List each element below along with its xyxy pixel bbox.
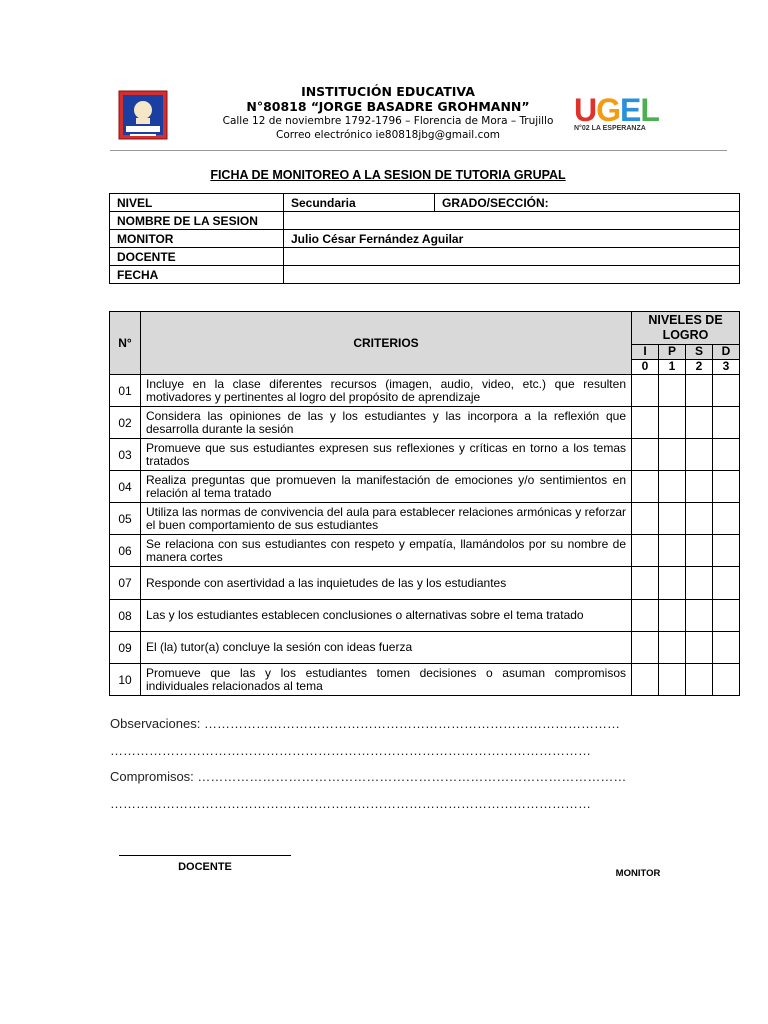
level-score-cell[interactable] xyxy=(713,600,740,632)
info-table xyxy=(109,193,740,284)
level-score-cell[interactable] xyxy=(632,407,659,439)
compromisos-line-2 xyxy=(110,796,591,811)
criteria-table xyxy=(109,311,740,696)
level-score-cell[interactable] xyxy=(686,375,713,407)
level-letter: D xyxy=(713,344,740,359)
form-title: FICHA DE MONITOREO A LA SESION DE TUTORIA GRUPAL xyxy=(210,168,566,182)
criterion-number: 05 xyxy=(110,503,141,535)
table-row xyxy=(110,471,740,503)
criterion-text: Promueve que las y los estudiantes tomen decisiones o asuman compromisos individuales relacionados al tema xyxy=(141,664,632,696)
docente-signature-label: DOCENTE xyxy=(178,861,232,873)
level-score-cell[interactable] xyxy=(686,407,713,439)
level-score-cell[interactable] xyxy=(632,375,659,407)
level-score-cell[interactable] xyxy=(659,664,686,696)
level-score-cell[interactable] xyxy=(659,471,686,503)
grado-label[interactable]: GRADO/SECCIÓN: xyxy=(435,194,740,212)
compromisos-dots[interactable]: ……………………………………………………………………………………… xyxy=(197,769,627,784)
level-score-cell[interactable] xyxy=(686,664,713,696)
level-score-cell[interactable] xyxy=(632,600,659,632)
monitor-label: MONITOR xyxy=(110,230,284,248)
level-score-cell[interactable] xyxy=(713,632,740,664)
criterion-text: El (la) tutor(a) concluye la sesión con ideas fuerza xyxy=(141,632,632,664)
table-row xyxy=(110,632,740,664)
school-email: Correo electrónico ie80818jbg@gmail.com xyxy=(276,129,500,141)
criterion-text: Se relaciona con sus estudiantes con respeto y empatía, llamándolos por su nombre de manera cortes xyxy=(141,535,632,567)
observaciones-dots-2[interactable]: ………………………………………………………………………………………………… xyxy=(110,743,591,758)
criterion-text: Promueve que sus estudiantes expresen sus reflexiones y críticas en torno a los temas tratados xyxy=(141,439,632,471)
level-score-cell[interactable] xyxy=(713,375,740,407)
institution-title: INSTITUCIÓN EDUCATIVA xyxy=(301,84,475,99)
monitor-signature-label: MONITOR xyxy=(615,868,661,879)
level-number: 2 xyxy=(686,359,713,374)
level-score-cell[interactable] xyxy=(659,600,686,632)
compromisos-label: Compromisos: xyxy=(110,769,194,784)
level-score-cell[interactable] xyxy=(686,503,713,535)
criterion-text: Las y los estudiantes establecen conclusiones o alternativas sobre el tema tratado xyxy=(141,600,632,632)
table-row xyxy=(110,535,740,567)
school-logo xyxy=(118,90,168,140)
level-number: 3 xyxy=(713,359,740,374)
criterion-text: Responde con asertividad a las inquietudes de las y los estudiantes xyxy=(141,567,632,600)
level-score-cell[interactable] xyxy=(659,439,686,471)
level-score-cell[interactable] xyxy=(632,471,659,503)
table-row xyxy=(110,407,740,439)
criterion-number: 01 xyxy=(110,375,141,407)
criteria-header-row xyxy=(110,312,740,345)
level-score-cell[interactable] xyxy=(632,664,659,696)
criterion-text: Realiza preguntas que promueven la manifestación de emociones y/o sentimientos en relación al tema tratado xyxy=(141,471,632,503)
sesion-value[interactable] xyxy=(284,212,740,230)
level-score-cell[interactable] xyxy=(659,632,686,664)
criterion-number: 02 xyxy=(110,407,141,439)
observaciones-line xyxy=(110,716,620,731)
level-score-cell[interactable] xyxy=(686,535,713,567)
num-header: N° xyxy=(110,312,141,375)
criteria-header: CRITERIOS xyxy=(141,312,632,375)
fecha-label: FECHA xyxy=(110,266,284,284)
criteria-rows xyxy=(110,375,740,696)
ugel-logo-text: UGEL xyxy=(574,92,659,128)
level-score-cell[interactable] xyxy=(659,503,686,535)
criterion-text: Incluye en la clase diferentes recursos (imagen, audio, video, etc.) que resulten motivadores y pertinentes al logro del propósito de aprendizaje xyxy=(141,375,632,407)
level-score-cell[interactable] xyxy=(713,471,740,503)
compromisos-line xyxy=(110,769,626,784)
info-row-fecha xyxy=(110,266,740,284)
level-score-cell[interactable] xyxy=(659,407,686,439)
info-row-sesion xyxy=(110,212,740,230)
school-header xyxy=(190,84,586,142)
level-score-cell[interactable] xyxy=(686,600,713,632)
school-name: N°80818 “JORGE BASADRE GROHMANN” xyxy=(246,99,530,114)
criterion-number: 07 xyxy=(110,567,141,600)
level-score-cell[interactable] xyxy=(632,503,659,535)
level-number: 0 xyxy=(632,359,659,374)
nivel-label: NIVEL xyxy=(110,194,284,212)
level-score-cell[interactable] xyxy=(659,535,686,567)
level-score-cell[interactable] xyxy=(659,567,686,600)
level-score-cell[interactable] xyxy=(686,471,713,503)
level-score-cell[interactable] xyxy=(632,567,659,600)
table-row xyxy=(110,439,740,471)
level-score-cell[interactable] xyxy=(713,407,740,439)
info-row-docente xyxy=(110,248,740,266)
level-letter: P xyxy=(659,344,686,359)
criterion-number: 10 xyxy=(110,664,141,696)
level-letter: S xyxy=(686,344,713,359)
header-divider xyxy=(110,150,727,151)
criterion-number: 06 xyxy=(110,535,141,567)
level-score-cell[interactable] xyxy=(632,632,659,664)
level-score-cell[interactable] xyxy=(632,439,659,471)
docente-signature-line[interactable] xyxy=(119,855,291,856)
observaciones-line-2 xyxy=(110,743,591,758)
level-number: 1 xyxy=(659,359,686,374)
info-row-nivel xyxy=(110,194,740,212)
level-score-cell[interactable] xyxy=(713,567,740,600)
criterion-number: 08 xyxy=(110,600,141,632)
criterion-number: 04 xyxy=(110,471,141,503)
table-row xyxy=(110,600,740,632)
criterion-number: 09 xyxy=(110,632,141,664)
level-score-cell[interactable] xyxy=(713,535,740,567)
monitor-value[interactable]: Julio César Fernández Aguilar xyxy=(284,230,740,248)
school-address: Calle 12 de noviembre 1792-1796 – Florencia de Mora – Trujillo xyxy=(222,115,554,127)
docente-label: DOCENTE xyxy=(110,248,284,266)
level-score-cell[interactable] xyxy=(659,375,686,407)
level-score-cell[interactable] xyxy=(713,439,740,471)
info-row-monitor xyxy=(110,230,740,248)
level-score-cell[interactable] xyxy=(686,439,713,471)
level-score-cell[interactable] xyxy=(713,664,740,696)
observaciones-label: Observaciones: xyxy=(110,716,201,731)
observaciones-dots[interactable]: …………………………………………………………………………………… xyxy=(203,716,620,731)
docente-value[interactable] xyxy=(284,248,740,266)
table-row xyxy=(110,664,740,696)
table-row xyxy=(110,503,740,535)
levels-header: NIVELES DE LOGRO xyxy=(632,312,740,345)
level-score-cell[interactable] xyxy=(686,632,713,664)
level-letter: I xyxy=(632,344,659,359)
fecha-value[interactable] xyxy=(284,266,740,284)
level-score-cell[interactable] xyxy=(713,503,740,535)
criterion-text: Utiliza las normas de convivencia del aula para establecer relaciones armónicas y reforzar el buen comportamiento de sus estudiantes xyxy=(141,503,632,535)
sesion-label: NOMBRE DE LA SESION xyxy=(110,212,284,230)
compromisos-dots-2[interactable]: ………………………………………………………………………………………………… xyxy=(110,796,591,811)
ugel-subtitle: N°02 LA ESPERANZA xyxy=(574,125,646,132)
level-score-cell[interactable] xyxy=(632,535,659,567)
nivel-value[interactable]: Secundaria xyxy=(284,194,435,212)
table-row xyxy=(110,567,740,600)
ugel-logo xyxy=(574,92,659,136)
criterion-text: Considera las opiniones de las y los estudiantes y las incorpora a la reflexión que desarrolla durante la sesión xyxy=(141,407,632,439)
criterion-number: 03 xyxy=(110,439,141,471)
level-score-cell[interactable] xyxy=(686,567,713,600)
table-row xyxy=(110,375,740,407)
